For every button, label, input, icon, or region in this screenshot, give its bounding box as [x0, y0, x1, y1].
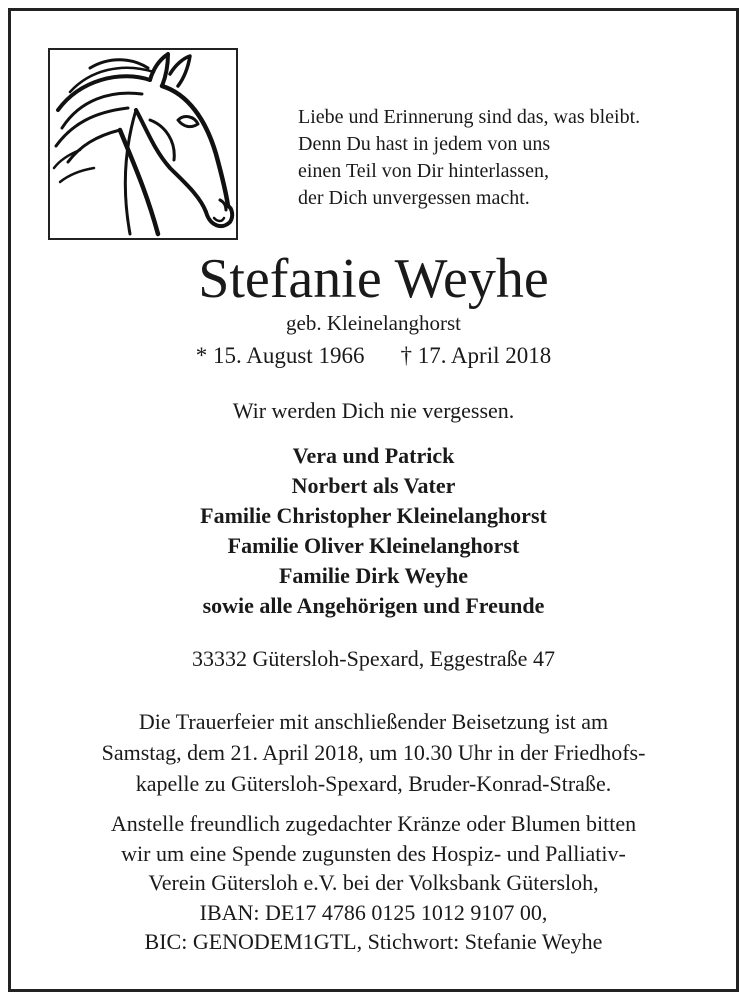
donation-line: wir um eine Spende zugunsten des Hospiz- und Palliativ- — [121, 840, 626, 866]
deceased-name: Stefanie Weyhe — [198, 248, 549, 310]
donation-line: IBAN: DE17 4786 0125 1012 9107 00, — [199, 899, 548, 925]
service-line: Samstag, dem 21. April 2018, um 10.30 Uhr in der Friedhofs- — [101, 740, 646, 765]
horse-head-icon — [50, 50, 236, 238]
address: 33332 Gütersloh-Spexard, Eggestraße 47 — [192, 646, 555, 671]
mourner-line: sowie alle Angehörigen und Freunde — [202, 593, 545, 618]
poem-line: Liebe und Erinnerung sind das, was bleibt. — [298, 106, 641, 128]
donation-info — [8, 809, 739, 957]
donation-line: Anstelle freundlich zugedachter Kränze oder Blumen bitten — [110, 811, 637, 836]
service-info — [8, 706, 739, 799]
service-line: kapelle zu Gütersloh-Spexard, Bruder-Konrad-Straße. — [135, 771, 612, 796]
life-dates — [8, 342, 739, 370]
farewell-text: Wir werden Dich nie vergessen. — [232, 398, 515, 423]
mourner-line: Vera und Patrick — [292, 443, 455, 468]
mourner-line: Familie Oliver Kleinelanghorst — [227, 533, 520, 558]
birth-name: geb. Kleinelanghorst — [286, 311, 461, 335]
mourner-line: Familie Christopher Kleinelanghorst — [200, 503, 547, 528]
donation-line: BIC: GENODEM1GTL, Stichwort: Stefanie Weyhe — [144, 929, 603, 954]
poem-line: der Dich unvergessen macht. — [298, 187, 530, 209]
poem — [298, 104, 640, 212]
service-line: Die Trauerfeier mit anschließender Beisetzung ist am — [138, 709, 609, 734]
mourner-line: Norbert als Vater — [291, 473, 456, 498]
mourner-line: Familie Dirk Weyhe — [278, 563, 469, 588]
death-date: † 17. April 2018 — [400, 343, 552, 368]
donation-line: Verein Gütersloh e.V. bei der Volksbank Gütersloh, — [148, 870, 599, 895]
horse-portrait — [48, 48, 238, 240]
poem-line: einen Teil von Dir hinterlassen, — [298, 160, 549, 182]
birth-date: * 15. August 1966 — [195, 343, 365, 368]
poem-line: Denn Du hast in jedem von uns — [298, 133, 551, 155]
mourners-list — [8, 441, 739, 621]
